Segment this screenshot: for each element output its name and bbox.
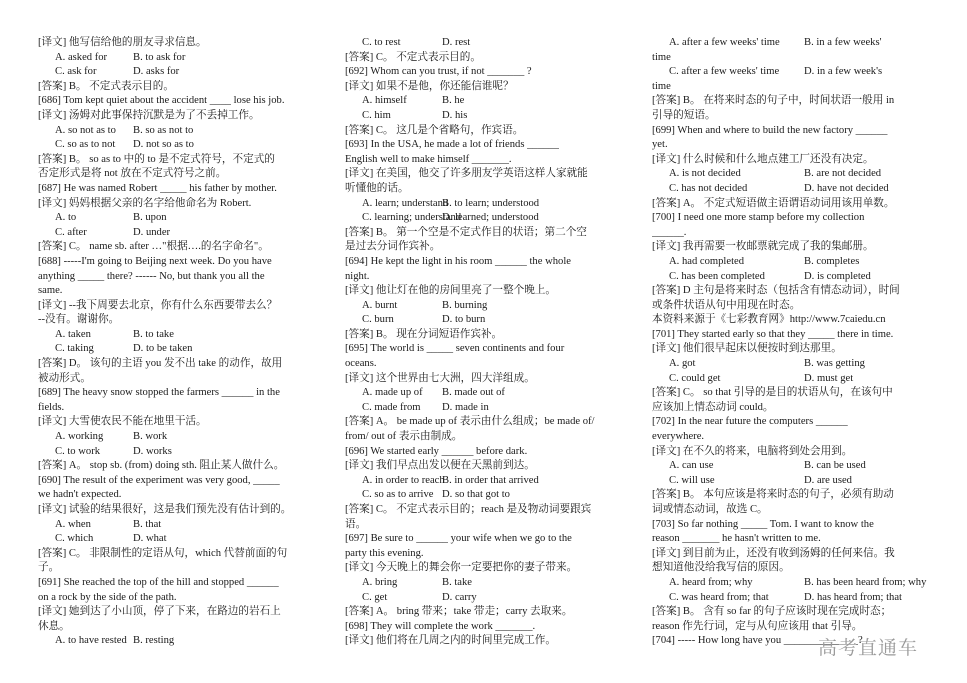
option-right: B. upon bbox=[133, 212, 167, 224]
text-line: 语。 bbox=[345, 518, 367, 530]
text-line: English well to make himself _______. bbox=[345, 153, 512, 165]
text-line: [702] In the near future the computers ______ bbox=[652, 416, 848, 428]
text-line: [690] The result of the experiment was very good, _____ bbox=[38, 474, 280, 486]
answer-options bbox=[652, 591, 932, 606]
text-line: [698] They will complete the work _______. bbox=[345, 620, 536, 632]
option-right: B. has been heard from; why bbox=[804, 576, 927, 588]
text-line: [答案] A。 be made up of 表示由什么组成；be made of/ bbox=[345, 416, 595, 428]
text-line: [译文] 他们很早起床以便按时到达那里。 bbox=[652, 343, 842, 355]
text-line: [687] He was named Robert _____ his father by mother. bbox=[38, 182, 277, 194]
text-line: we hadn't expected. bbox=[38, 489, 122, 501]
text-line: [696] We started early ______ before dark. bbox=[345, 445, 528, 457]
option-right: D. in a few week's bbox=[804, 66, 883, 78]
text-line: [答案] B。 不定式表示目的。 bbox=[38, 80, 174, 92]
answer-options bbox=[38, 211, 321, 226]
text-line: 词或情态动词，故选 C。 bbox=[652, 504, 768, 515]
option-right: D. to burn bbox=[442, 314, 486, 326]
option-left: A. learn; understand bbox=[362, 197, 449, 209]
answer-options bbox=[345, 109, 630, 124]
text-line: [704] ----- How long have you ______________? bbox=[652, 635, 863, 647]
option-right: B. in a few weeks' bbox=[804, 37, 882, 48]
option-right: B. to learn; understood bbox=[442, 197, 540, 209]
answer-options bbox=[652, 576, 932, 591]
text-line: [700] I need one more stamp before my collection bbox=[652, 212, 865, 224]
answer-options bbox=[345, 299, 630, 314]
text-line: [答案] B。 so as to 中的 to 是不定式符号，不定式的 bbox=[38, 153, 275, 165]
option-right: D. what bbox=[133, 533, 167, 545]
answer-options bbox=[652, 65, 932, 80]
option-left: C. after bbox=[55, 226, 87, 238]
option-left: C. which bbox=[55, 533, 94, 545]
answer-options bbox=[652, 459, 932, 474]
option-right: B. completes bbox=[804, 255, 860, 267]
text-line: [译文] --我下周要去北京，你有什么东西要带去么？ bbox=[38, 299, 278, 311]
text-line: oceans. bbox=[345, 358, 377, 370]
option-right: D. are used bbox=[804, 474, 852, 486]
option-right: B. take bbox=[442, 576, 473, 588]
option-left: A. made up of bbox=[362, 387, 423, 399]
text-line: [译文] 他们将在几周之内的时间里完成工作。 bbox=[345, 635, 556, 647]
option-left: C. burn bbox=[362, 314, 394, 326]
answer-options bbox=[38, 138, 321, 153]
option-right: B. to take bbox=[133, 328, 174, 340]
text-line: --没有。谢谢你。 bbox=[38, 314, 120, 326]
option-left: C. to work bbox=[55, 445, 101, 457]
answer-options bbox=[38, 532, 321, 547]
option-left: C. has not decided bbox=[669, 182, 748, 194]
option-right: D. is completed bbox=[804, 270, 871, 282]
text-line: [691] She reached the top of the hill and stopped ______ bbox=[38, 576, 279, 588]
option-left: C. ask for bbox=[55, 66, 97, 78]
option-right: D. learned; understood bbox=[442, 212, 539, 224]
option-right: D. his bbox=[442, 109, 468, 121]
text-line: [译文] 什么时候和什么地点建工厂还没有决定。 bbox=[652, 153, 874, 165]
option-left: A. got bbox=[669, 358, 696, 370]
option-left: C. so as to arrive bbox=[362, 489, 434, 501]
text-line: [695] The world is _____ seven continents and four bbox=[345, 343, 565, 355]
text-line: [692] Whom can you trust, if not _______ ? bbox=[345, 66, 532, 78]
text-line: ______. bbox=[652, 226, 687, 238]
option-right: D. must get bbox=[804, 372, 854, 384]
answer-options bbox=[38, 51, 321, 66]
option-right: B. can be used bbox=[804, 460, 866, 472]
answer-options bbox=[652, 255, 932, 270]
answer-options bbox=[345, 576, 630, 591]
text-line: [译文] 试验的结果很好，这是我们预先没有估计到的。 bbox=[38, 504, 292, 515]
text-line: [答案] C。 so that 引导的是目的状语从句，在该句中 bbox=[652, 387, 893, 399]
text-line: [译文] 妈妈根据父亲的名字给他命名为 Robert. bbox=[38, 197, 252, 209]
option-left: A. had completed bbox=[669, 255, 745, 267]
option-left: C. get bbox=[362, 591, 388, 603]
text-line: [译文] 这个世界由七大洲，四大洋组成。 bbox=[345, 372, 535, 384]
option-right: D. asks for bbox=[133, 66, 180, 78]
option-right: D. made in bbox=[442, 401, 489, 413]
answer-options bbox=[345, 386, 630, 401]
option-left: A. is not decided bbox=[669, 168, 741, 180]
answer-options bbox=[38, 634, 321, 649]
text-line: time bbox=[652, 51, 671, 63]
text-line: [答案] B。 本句应该是将来时态的句子，必须有助动 bbox=[652, 489, 894, 501]
text-line: yet. bbox=[652, 139, 668, 151]
text-line: [译文] 在美国，他交了许多朋友学英语这样人家就能 bbox=[345, 168, 588, 180]
text-line: everywhere. bbox=[652, 431, 705, 443]
answer-options bbox=[38, 124, 321, 139]
text-line: [译文] 大雪使农民不能在地里干活。 bbox=[38, 416, 207, 428]
answer-options bbox=[345, 313, 630, 328]
text-line: [697] Be sure to ______ your wife when we go to the bbox=[345, 533, 572, 545]
option-left: A. himself bbox=[362, 95, 407, 107]
option-right: B. to ask for bbox=[133, 51, 186, 63]
text-line: [答案] D。 该句的主语 you 发不出 take 的动作，故用 bbox=[38, 358, 283, 370]
text-line: 或条件状语从句中用现在时态。 bbox=[652, 299, 801, 311]
option-left: A. so not as to bbox=[55, 124, 116, 136]
answer-options bbox=[345, 488, 630, 503]
answer-options bbox=[38, 342, 321, 357]
option-left: C. made from bbox=[362, 401, 421, 413]
text-line: [答案] C。 不定式表示目的。 bbox=[345, 51, 481, 63]
text-line: [答案] B。 现在分词短语作宾补。 bbox=[345, 328, 503, 340]
option-right: B. in order that arrived bbox=[442, 474, 539, 486]
option-left: A. when bbox=[55, 518, 91, 530]
option-left: C. taking bbox=[55, 343, 94, 355]
text-line: 应该加上情态动词 could。 bbox=[652, 401, 774, 413]
option-right: B. resting bbox=[133, 635, 175, 647]
text-line: same. bbox=[38, 285, 63, 297]
option-left: A. to have rested bbox=[55, 635, 127, 647]
text-line: time bbox=[652, 80, 671, 92]
option-right: D. works bbox=[133, 445, 172, 457]
answer-options bbox=[38, 445, 321, 460]
text-line: 想知道他没给我写信的原因。 bbox=[652, 562, 790, 574]
text-line: [689] The heavy snow stopped the farmers ______ in the bbox=[38, 387, 280, 399]
text-line: [译文] 我再需要一枚邮票就完成了我的集邮册。 bbox=[652, 241, 874, 253]
answer-options bbox=[652, 357, 932, 372]
option-right: D. under bbox=[133, 226, 171, 238]
text-line: 休息。 bbox=[38, 620, 70, 632]
text-line: fields. bbox=[38, 401, 65, 413]
text-line: [译文] 她到达了小山顶，停了下来，在路边的岩石上 bbox=[38, 606, 281, 618]
text-line: [译文] 在不久的将来，电脑将到处会用到。 bbox=[652, 445, 853, 457]
text-line: anything _____ there? ------ No, but thank you all the bbox=[38, 270, 265, 282]
option-left: C. learning; understand bbox=[362, 212, 462, 224]
text-line: [译文] 如果不是他，你还能信谁呢？ bbox=[345, 80, 514, 92]
text-line: from/ out of 表示由制成。 bbox=[345, 431, 463, 443]
answer-options bbox=[345, 94, 630, 109]
text-line: [答案] C。 name sb. after …"根据….的名字命名"。 bbox=[38, 241, 269, 253]
answer-options bbox=[345, 591, 630, 606]
text-line: [译文] 今天晚上的舞会你一定要把你的妻子带来。 bbox=[345, 562, 578, 574]
answer-options bbox=[38, 328, 321, 343]
text-line: [答案] A。 bring 带来；take 带走；carry 去取来。 bbox=[345, 606, 573, 618]
answer-options bbox=[345, 211, 630, 226]
text-line: [译文] 他写信给他的朋友寻求信息。 bbox=[38, 37, 207, 48]
option-right: D. to be taken bbox=[133, 343, 193, 355]
option-left: C. has been completed bbox=[669, 270, 765, 282]
answer-options bbox=[345, 401, 630, 416]
option-right: D. has heard from; that bbox=[804, 591, 902, 603]
answer-options bbox=[345, 474, 630, 489]
text-line: 被动形式。 bbox=[38, 372, 91, 384]
text-line: [译文] 他让灯在他的房间里亮了一整个晚上。 bbox=[345, 285, 556, 297]
text-line: [694] He kept the light in his room ______ the whole bbox=[345, 255, 571, 267]
text-line: [答案] D 主句是将来时态（包括含有情态动词），时间 bbox=[652, 285, 900, 297]
text-line: party this evening. bbox=[345, 547, 424, 559]
answer-options bbox=[652, 167, 932, 182]
option-left: A. after a few weeks' time bbox=[669, 37, 780, 48]
answer-options bbox=[345, 197, 630, 212]
text-line: 引导的短语。 bbox=[652, 109, 716, 121]
text-line: on a rock by the side of the path. bbox=[38, 591, 177, 603]
text-line: 是过去分词作宾补。 bbox=[345, 241, 441, 253]
option-left: C. to rest bbox=[362, 37, 401, 48]
text-line: [703] So far nothing _____ Tom. I want to know the bbox=[652, 518, 874, 530]
text-line: [答案] C。 不定式表示目的；reach 是及物动词要跟宾 bbox=[345, 504, 592, 515]
option-right: B. he bbox=[442, 95, 465, 107]
answer-options bbox=[652, 36, 932, 51]
text-line: [答案] C。 这几是个省略句，作宾语。 bbox=[345, 124, 524, 136]
option-right: D. have not decided bbox=[804, 182, 889, 194]
option-left: A. working bbox=[55, 431, 104, 443]
option-right: D. so that got to bbox=[442, 489, 510, 501]
text-line: [答案] A。 stop sb. (from) doing sth. 阻止某人做什么。 bbox=[38, 460, 285, 472]
text-line: [686] Tom kept quiet about the accident ____ lose his job. bbox=[38, 95, 285, 107]
answer-options bbox=[652, 372, 932, 387]
option-right: B. that bbox=[133, 518, 162, 530]
answer-options bbox=[652, 270, 932, 285]
text-line: [答案] C。 非限制性的定语从句，which 代替前面的句 bbox=[38, 547, 288, 559]
option-left: A. asked for bbox=[55, 51, 108, 63]
text-line: [答案] A。 不定式短语做主语谓语动词用该用单数。 bbox=[652, 197, 895, 209]
text-line: reason 作先行词，定与从句应该用 that 引导。 bbox=[652, 620, 863, 632]
option-right: D. not so as to bbox=[133, 139, 194, 151]
text-line: [688] -----I'm going to Beijing next week. Do you have bbox=[38, 255, 272, 267]
option-right: D. carry bbox=[442, 591, 477, 603]
option-right: B. work bbox=[133, 431, 168, 443]
option-right: B. so as not to bbox=[133, 124, 194, 136]
answer-options bbox=[38, 518, 321, 533]
option-left: A. in order to reach bbox=[362, 474, 445, 486]
option-right: B. are not decided bbox=[804, 168, 882, 180]
answer-options bbox=[38, 226, 321, 241]
text-line: [701] They started early so that they _____ there in time. bbox=[652, 328, 894, 340]
text-line: [693] In the USA, he made a lot of friends ______ bbox=[345, 139, 559, 151]
text-line: 本资料来源于《七彩教育网》http://www.7caiedu.cn bbox=[652, 314, 886, 326]
option-left: A. heard from; why bbox=[669, 576, 753, 588]
watermark-text: 高考直通车 bbox=[818, 637, 919, 659]
option-left: C. him bbox=[362, 109, 391, 121]
text-line: night. bbox=[345, 270, 370, 282]
option-left: C. so as to not bbox=[55, 139, 116, 151]
option-left: C. will use bbox=[669, 474, 715, 486]
text-line: [答案] B。 在将来时态的句子中，时间状语一般用 in bbox=[652, 95, 895, 107]
option-left: A. to bbox=[55, 212, 77, 224]
text-line: reason _______ he hasn't written to me. bbox=[652, 533, 821, 545]
text-line: 子。 bbox=[38, 562, 60, 574]
text-line: 否定形式是将 not 放在不定式符号之前。 bbox=[38, 168, 227, 180]
column-right bbox=[652, 36, 932, 649]
text-line: [答案] B。 含有 so far 的句子应该时现在完成时态； bbox=[652, 606, 892, 618]
answer-options bbox=[652, 182, 932, 197]
option-left: A. can use bbox=[669, 460, 714, 472]
text-line: [译文] 到目前为止，还没有收到汤姆的任何来信。我 bbox=[652, 547, 895, 559]
column-middle bbox=[345, 36, 630, 649]
answer-options bbox=[38, 65, 321, 80]
option-left: C. after a few weeks' time bbox=[669, 66, 780, 78]
column-left bbox=[38, 36, 321, 649]
answer-options bbox=[38, 430, 321, 445]
text-line: [译文] 汤姆对此事保持沉默是为了不丢掉工作。 bbox=[38, 109, 260, 121]
option-left: A. bring bbox=[362, 576, 398, 588]
option-right: B. was getting bbox=[804, 358, 865, 370]
answer-options bbox=[652, 474, 932, 489]
option-left: A. burnt bbox=[362, 299, 398, 311]
text-line: [译文] 我们早点出发以便在天黑前到达。 bbox=[345, 460, 535, 472]
option-left: C. could get bbox=[669, 372, 721, 384]
option-right: B. burning bbox=[442, 299, 488, 311]
text-line: [699] When and where to build the new factory ______ bbox=[652, 124, 888, 136]
text-line: 听懂他的话。 bbox=[345, 182, 409, 194]
option-right: D. rest bbox=[442, 37, 471, 48]
option-left: A. taken bbox=[55, 328, 91, 340]
option-right: B. made out of bbox=[442, 387, 505, 399]
text-line: [答案] B。 第一个空是不定式作目的状语；第二个空 bbox=[345, 226, 587, 238]
answer-options bbox=[345, 36, 630, 51]
option-left: C. was heard from; that bbox=[669, 591, 769, 603]
